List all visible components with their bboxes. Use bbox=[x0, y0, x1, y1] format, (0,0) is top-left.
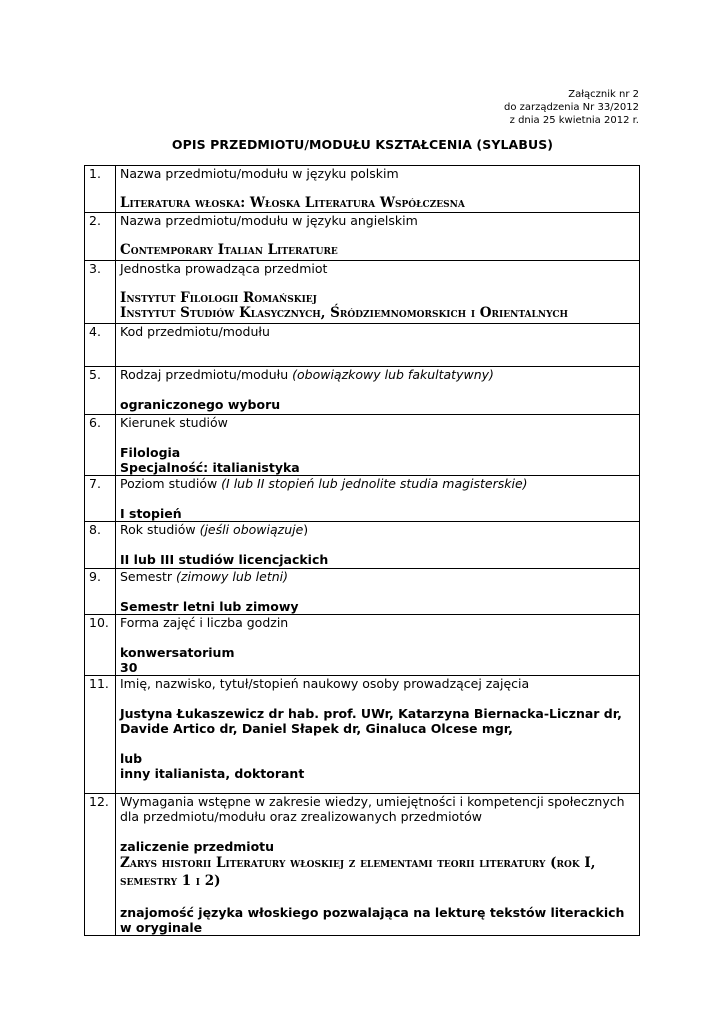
row-value: I stopień bbox=[120, 506, 182, 521]
annex-line-2: do zarządzenia Nr 33/2012 bbox=[504, 102, 639, 113]
row-number: 8. bbox=[85, 522, 116, 569]
table-row bbox=[85, 615, 640, 676]
row-label: Nazwa przedmiotu/modułu w języku polskim bbox=[120, 166, 399, 181]
table-row bbox=[85, 213, 640, 261]
row-label: Rok studiów (jeśli obowiązuje) bbox=[120, 522, 309, 537]
row-value: w oryginale bbox=[120, 920, 203, 935]
row-number: 12. bbox=[85, 794, 116, 936]
row-content bbox=[116, 166, 640, 213]
syllabus-table bbox=[84, 165, 640, 936]
row-value: Justyna Łukaszewicz dr hab. prof. UWr, Katarzyna Biernacka-Licznar dr, bbox=[120, 706, 622, 721]
row-value: Specjalność: italianistyka bbox=[120, 460, 300, 475]
row-content bbox=[116, 213, 640, 261]
page-title: OPIS PRZEDMIOTU/MODUŁU KSZTAŁCENIA (SYLABUS) bbox=[171, 137, 554, 152]
row-value: lub bbox=[120, 751, 143, 766]
row-value: Semestr letni lub zimowy bbox=[120, 599, 299, 614]
row-content bbox=[116, 324, 640, 367]
annex-header bbox=[504, 88, 639, 127]
table-row bbox=[85, 166, 640, 213]
row-content bbox=[116, 367, 640, 415]
row-value: Contemporary Italian Literature bbox=[120, 242, 338, 258]
row-label: Forma zajęć i liczba godzin bbox=[120, 615, 289, 630]
table-row bbox=[85, 367, 640, 415]
row-value: inny italianista, doktorant bbox=[120, 766, 305, 781]
row-content bbox=[116, 522, 640, 569]
table-row bbox=[85, 476, 640, 522]
row-label: Wymagania wstępne w zakresie wiedzy, umiejętności i kompetencji społecznych bbox=[120, 794, 625, 809]
row-content bbox=[116, 794, 640, 936]
table-row bbox=[85, 794, 640, 936]
row-value: 30 bbox=[120, 660, 138, 675]
row-value: ograniczonego wyboru bbox=[120, 397, 281, 412]
annex-line-1: Załącznik nr 2 bbox=[568, 89, 639, 100]
row-label: Imię, nazwisko, tytuł/stopień naukowy osoby prowadzącej zajęcia bbox=[120, 676, 530, 691]
row-content bbox=[116, 415, 640, 476]
row-number: 11. bbox=[85, 676, 116, 794]
row-number: 7. bbox=[85, 476, 116, 522]
row-number: 4. bbox=[85, 324, 116, 367]
row-value: Literatura włoska: Włoska Literatura Współczesna bbox=[120, 195, 465, 211]
table-row bbox=[85, 415, 640, 476]
table-row bbox=[85, 261, 640, 324]
row-value: II lub III studiów licencjackich bbox=[120, 552, 329, 567]
row-content bbox=[116, 261, 640, 324]
row-number: 1. bbox=[85, 166, 116, 213]
row-number: 10. bbox=[85, 615, 116, 676]
table-row bbox=[85, 676, 640, 794]
row-label: Nazwa przedmiotu/modułu w języku angielskim bbox=[120, 213, 418, 228]
row-number: 6. bbox=[85, 415, 116, 476]
row-value: znajomość języka włoskiego pozwalająca na lekturę tekstów literackich bbox=[120, 905, 625, 920]
row-number: 9. bbox=[85, 569, 116, 615]
row-content bbox=[116, 476, 640, 522]
row-label: Poziom studiów (I lub II stopień lub jednolite studia magisterskie) bbox=[120, 476, 528, 491]
row-value: Instytut Filologii Romańskiej bbox=[120, 290, 317, 306]
annex-line-3: z dnia 25 kwietnia 2012 r. bbox=[509, 115, 639, 126]
row-value: Filologia bbox=[120, 445, 181, 460]
row-label: dla przedmiotu/modułu oraz zrealizowanych przedmiotów bbox=[120, 809, 482, 824]
row-label: Semestr (zimowy lub letni) bbox=[120, 569, 289, 584]
table-row bbox=[85, 522, 640, 569]
row-number: 5. bbox=[85, 367, 116, 415]
table-row bbox=[85, 569, 640, 615]
row-value: Zarys historii Literatury włoskiej z elementami teorii literatury (rok I, semestry 1 i 2) bbox=[120, 855, 596, 889]
row-value: konwersatorium bbox=[120, 645, 235, 660]
row-content bbox=[116, 676, 640, 794]
row-content bbox=[116, 615, 640, 676]
row-label: Rodzaj przedmiotu/modułu (obowiązkowy lub fakultatywny) bbox=[120, 367, 494, 382]
row-number: 2. bbox=[85, 213, 116, 261]
row-label: Kierunek studiów bbox=[120, 415, 228, 430]
row-label: Jednostka prowadząca przedmiot bbox=[120, 261, 328, 276]
row-label: Kod przedmiotu/modułu bbox=[120, 324, 270, 339]
row-value: zaliczenie przedmiotu bbox=[120, 839, 275, 854]
row-value: Instytut Studiów Klasycznych, Śródziemnomorskich i Orientalnych bbox=[120, 305, 569, 321]
table-row bbox=[85, 324, 640, 367]
row-content bbox=[116, 569, 640, 615]
row-number: 3. bbox=[85, 261, 116, 324]
row-value: Davide Artico dr, Daniel Słapek dr, Ginaluca Olcese mgr, bbox=[120, 721, 513, 736]
